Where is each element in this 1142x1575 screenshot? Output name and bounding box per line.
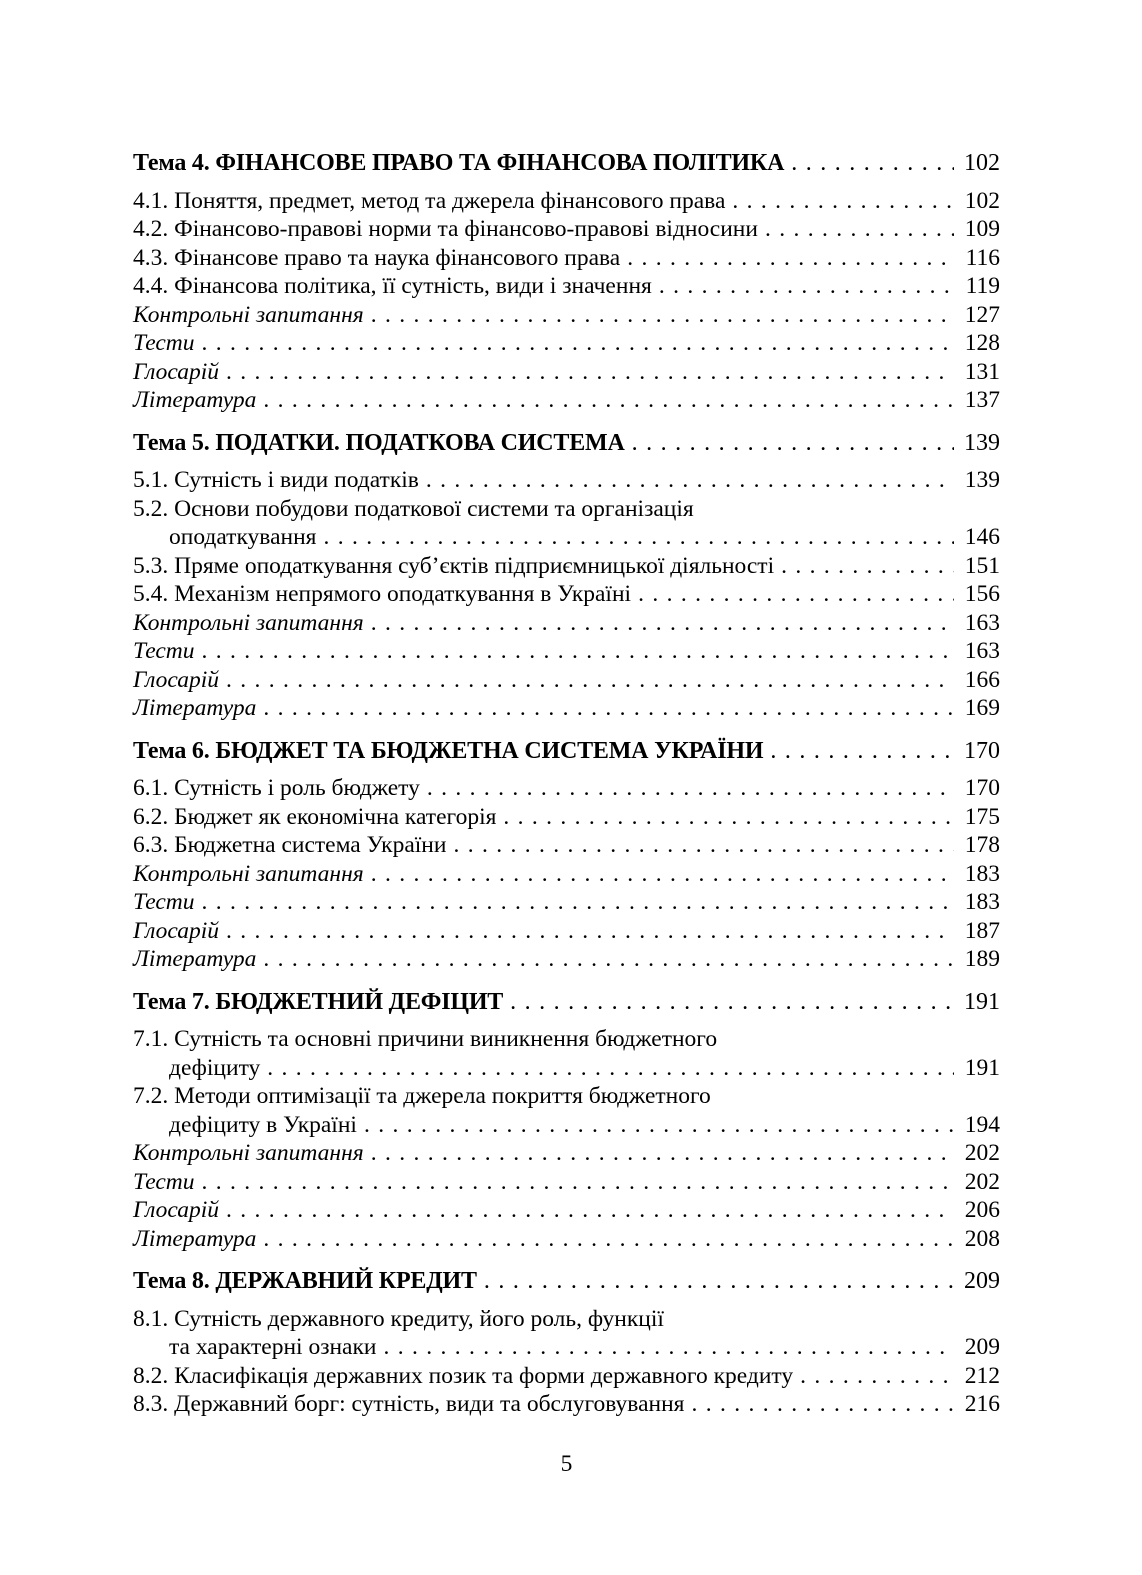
toc-entry-label: Тести [133, 1168, 195, 1195]
toc-line [133, 803, 1000, 832]
toc-heading-label: Тема 5. ПОДАТКИ. ПОДАТКОВА СИСТЕМА [133, 429, 625, 456]
toc-section [133, 737, 1000, 974]
toc-line [133, 1054, 1000, 1083]
toc-entry-row [133, 386, 1000, 415]
toc-entry-row [133, 888, 1000, 917]
toc-page-number: 206 [964, 1197, 1000, 1223]
toc-page-number: 216 [964, 1391, 1000, 1417]
toc-page-number: 156 [964, 581, 1000, 607]
dot-leader [371, 301, 954, 330]
toc-line [133, 1168, 1000, 1197]
toc-line [133, 1305, 1000, 1334]
dot-leader [226, 358, 954, 387]
page-footer [133, 1450, 1000, 1479]
toc-page-number: 102 [964, 187, 1000, 214]
toc-line [133, 215, 1000, 244]
toc-line [133, 945, 1000, 974]
dot-leader [226, 917, 954, 946]
dot-leader [484, 1267, 954, 1296]
toc-line [133, 523, 1000, 552]
toc-line [133, 386, 1000, 415]
toc-page-number: 137 [964, 387, 1000, 413]
toc-section [133, 1267, 1000, 1419]
toc-heading-label: Тема 7. БЮДЖЕТНИЙ ДЕФІЦИТ [133, 988, 504, 1015]
toc-page-number: 194 [964, 1111, 1000, 1138]
toc-entry-label: Контрольні запитання [133, 860, 364, 887]
toc-entry-label: Глосарій [133, 917, 220, 944]
toc-page-number: 139 [964, 467, 1000, 493]
toc-entry-label: Контрольні запитання [133, 609, 364, 636]
toc-line [133, 552, 1000, 581]
toc-line [133, 774, 1000, 803]
toc-entry-label: Глосарій [133, 666, 220, 693]
toc-entry-row [133, 272, 1000, 301]
toc-entry-label: 6.3. Бюджетна система України [133, 832, 447, 858]
dot-leader [383, 1333, 954, 1362]
toc-entry-row [133, 1139, 1000, 1168]
dot-leader [364, 1111, 954, 1140]
toc-entry-label: Література [133, 946, 257, 972]
toc-page-number: 102 [964, 150, 1000, 176]
toc-line [133, 149, 1000, 178]
toc-entry-row [133, 1390, 1000, 1419]
toc-heading-row [133, 149, 1000, 178]
toc-entry-label: Контрольні запитання [133, 1140, 364, 1166]
dot-leader [202, 637, 955, 666]
toc-page-number: 189 [964, 946, 1000, 972]
toc-entry-row [133, 358, 1000, 387]
dot-leader [659, 272, 954, 301]
toc-page-number: 202 [964, 1168, 1000, 1195]
toc-entry-label: 5.4. Механізм непрямого оподаткування в Україні [133, 581, 632, 607]
toc-line [133, 1139, 1000, 1168]
dot-leader [202, 888, 955, 917]
toc-line [133, 1025, 1000, 1054]
toc-entry-label: дефіциту в Україні [169, 1111, 357, 1138]
toc-entry-row [133, 945, 1000, 974]
dot-leader [226, 1196, 954, 1225]
toc-line [133, 988, 1000, 1017]
toc-entry-label: оподаткування [169, 524, 317, 550]
toc-entry-row [133, 1025, 1000, 1082]
toc-line [133, 1225, 1000, 1254]
dot-leader [426, 466, 954, 495]
dot-leader [267, 1054, 954, 1083]
dot-leader [791, 149, 954, 178]
toc-entry-row [133, 666, 1000, 695]
toc-page-number: 128 [964, 330, 1000, 356]
toc-entry-row [133, 580, 1000, 609]
toc-entry-row [133, 1082, 1000, 1139]
toc-entry-row [133, 215, 1000, 244]
toc-entry-row [133, 694, 1000, 723]
toc-entry-label: 6.2. Бюджет як економічна категорія [133, 803, 497, 830]
dot-leader [510, 988, 954, 1017]
toc-line [133, 860, 1000, 889]
toc-page-number: 131 [964, 358, 1000, 385]
toc-line [133, 609, 1000, 638]
toc-entry-row [133, 495, 1000, 552]
toc-page-number: 127 [964, 301, 1000, 328]
toc-line [133, 888, 1000, 917]
dot-leader [781, 552, 954, 581]
toc-page-number: 191 [964, 988, 1000, 1015]
toc-entry-label: 5.3. Пряме оподаткування суб’єктів підприємницької діяльності [133, 552, 775, 579]
toc-page-number: 146 [964, 524, 1000, 550]
toc-line [133, 1111, 1000, 1140]
toc-section [133, 988, 1000, 1254]
toc-line [133, 272, 1000, 301]
toc-line [133, 329, 1000, 358]
dot-leader [226, 666, 954, 695]
toc-line [133, 429, 1000, 458]
toc-entry-row [133, 1196, 1000, 1225]
toc-entry-label: 4.1. Поняття, предмет, метод та джерела фінансового права [133, 187, 726, 214]
toc-entry-row [133, 774, 1000, 803]
toc-heading-row [133, 1267, 1000, 1296]
dot-leader [770, 737, 954, 766]
toc-entry-label: дефіциту [169, 1054, 261, 1081]
toc-entry-label: 7.1. Сутність та основні причини виникнення бюджетного [133, 1026, 718, 1052]
toc-entry-row [133, 244, 1000, 273]
toc-page-number: 183 [964, 889, 1000, 915]
toc-entry-label: Тести [133, 638, 195, 664]
toc-entry-row [133, 1168, 1000, 1197]
dot-leader [632, 429, 954, 458]
toc-entry-label: Глосарій [133, 1197, 220, 1223]
toc-entry-label: 4.3. Фінансове право та наука фінансового права [133, 244, 621, 271]
toc-page-number: 163 [964, 609, 1000, 636]
toc-page-number: 183 [964, 860, 1000, 887]
toc-line [133, 917, 1000, 946]
toc-page-number: 151 [964, 552, 1000, 579]
toc-page-number: 139 [964, 429, 1000, 456]
toc-page-number: 209 [964, 1334, 1000, 1360]
toc-entry-label: 6.1. Сутність і роль бюджету [133, 775, 420, 801]
toc-page-number: 163 [964, 638, 1000, 664]
dot-leader [371, 1139, 954, 1168]
table-of-contents-content [133, 149, 1000, 1478]
toc-entry-row [133, 187, 1000, 216]
toc-heading-label: Тема 4. ФІНАНСОВЕ ПРАВО ТА ФІНАНСОВА ПОЛІТИКА [133, 150, 785, 176]
toc-entry-label: 7.2. Методи оптимізації та джерела покриття бюджетного [133, 1083, 711, 1109]
dot-leader [765, 215, 954, 244]
toc-entry-row [133, 466, 1000, 495]
toc-line [133, 1333, 1000, 1362]
toc-entry-row [133, 329, 1000, 358]
toc-section [133, 149, 1000, 415]
dot-leader [427, 774, 954, 803]
toc-entry-label: Тести [133, 330, 195, 356]
toc-entry-row [133, 609, 1000, 638]
dot-leader [263, 386, 954, 415]
toc-page-number: 116 [965, 244, 1000, 271]
toc-entry-label: 5.2. Основи побудови податкової системи та організація [133, 495, 694, 522]
toc-entry-label: 8.1. Сутність державного кредиту, його роль, функції [133, 1305, 664, 1332]
toc-entry-row [133, 552, 1000, 581]
toc-heading-row [133, 429, 1000, 458]
dot-leader [503, 803, 954, 832]
toc-line [133, 831, 1000, 860]
toc-line [133, 244, 1000, 273]
toc-entry-row [133, 301, 1000, 330]
toc-page-number: 209 [964, 1268, 1000, 1294]
dot-leader [638, 580, 954, 609]
dot-leader [263, 694, 954, 723]
toc-line [133, 1082, 1000, 1111]
toc-line [133, 1267, 1000, 1296]
dot-leader [323, 523, 954, 552]
toc-line [133, 358, 1000, 387]
toc-line [133, 466, 1000, 495]
dot-leader [202, 329, 955, 358]
toc-entry-row [133, 917, 1000, 946]
toc-page-number: 212 [964, 1362, 1000, 1389]
dot-leader [732, 187, 954, 216]
toc-entry-row [133, 803, 1000, 832]
dot-leader [371, 860, 954, 889]
toc-entry-row [133, 831, 1000, 860]
toc-entry-row [133, 637, 1000, 666]
toc-entry-label: 5.1. Сутність і види податків [133, 467, 419, 493]
toc-page-number: 166 [964, 666, 1000, 693]
toc-entry-row [133, 1225, 1000, 1254]
dot-leader [263, 1225, 954, 1254]
toc-heading-label: Тема 8. ДЕРЖАВНИЙ КРЕДИТ [133, 1268, 477, 1294]
toc-heading-row [133, 988, 1000, 1017]
toc-page-number: 170 [964, 737, 1000, 764]
toc-entry-label: 8.2. Класифікація державних позик та форми державного кредиту [133, 1362, 794, 1389]
toc-entry-row [133, 1362, 1000, 1391]
toc-line [133, 637, 1000, 666]
toc-page-number: 109 [964, 216, 1000, 242]
toc-section [133, 429, 1000, 723]
toc-page-number: 178 [964, 832, 1000, 858]
toc-entry-label: 4.4. Фінансова політика, її сутність, види і значення [133, 273, 652, 299]
toc-page-number: 169 [964, 695, 1000, 721]
toc-page-number: 208 [964, 1225, 1000, 1252]
toc-page-number: 187 [964, 917, 1000, 944]
toc [133, 149, 1000, 1419]
toc-page-number: 202 [964, 1140, 1000, 1166]
toc-entry-label: Тести [133, 889, 195, 915]
toc-entry-label: Контрольні запитання [133, 301, 364, 328]
toc-line [133, 580, 1000, 609]
toc-entry-label: Література [133, 1225, 257, 1252]
toc-page-number: 191 [964, 1054, 1000, 1081]
toc-line [133, 737, 1000, 766]
toc-line [133, 495, 1000, 524]
toc-heading-label: Тема 6. БЮДЖЕТ ТА БЮДЖЕТНА СИСТЕМА УКРАЇНИ [133, 737, 764, 764]
toc-line [133, 187, 1000, 216]
toc-page-number: 175 [964, 803, 1000, 830]
toc-page-number: 170 [964, 775, 1000, 801]
dot-leader [627, 244, 954, 273]
toc-line [133, 1362, 1000, 1391]
toc-line [133, 694, 1000, 723]
toc-entry-label: та характерні ознаки [169, 1334, 377, 1360]
dot-leader [800, 1362, 954, 1391]
dot-leader [691, 1390, 954, 1419]
toc-line [133, 1390, 1000, 1419]
toc-entry-row [133, 860, 1000, 889]
dot-leader [453, 831, 954, 860]
toc-entry-label: Література [133, 695, 257, 721]
dot-leader [202, 1168, 955, 1197]
toc-entry-label: 8.3. Державний борг: сутність, види та обслуговування [133, 1391, 685, 1417]
toc-entry-label: Глосарій [133, 358, 220, 385]
toc-entry-row [133, 1305, 1000, 1362]
toc-line [133, 666, 1000, 695]
folio-number: 5 [560, 1450, 573, 1477]
toc-entry-label: 4.2. Фінансово-правові норми та фінансово-правові відносини [133, 216, 758, 242]
toc-line [133, 1196, 1000, 1225]
toc-heading-row [133, 737, 1000, 766]
dot-leader [371, 609, 954, 638]
toc-line [133, 301, 1000, 330]
toc-entry-label: Література [133, 387, 257, 413]
dot-leader [263, 945, 954, 974]
toc-page-number: 119 [965, 273, 1000, 299]
